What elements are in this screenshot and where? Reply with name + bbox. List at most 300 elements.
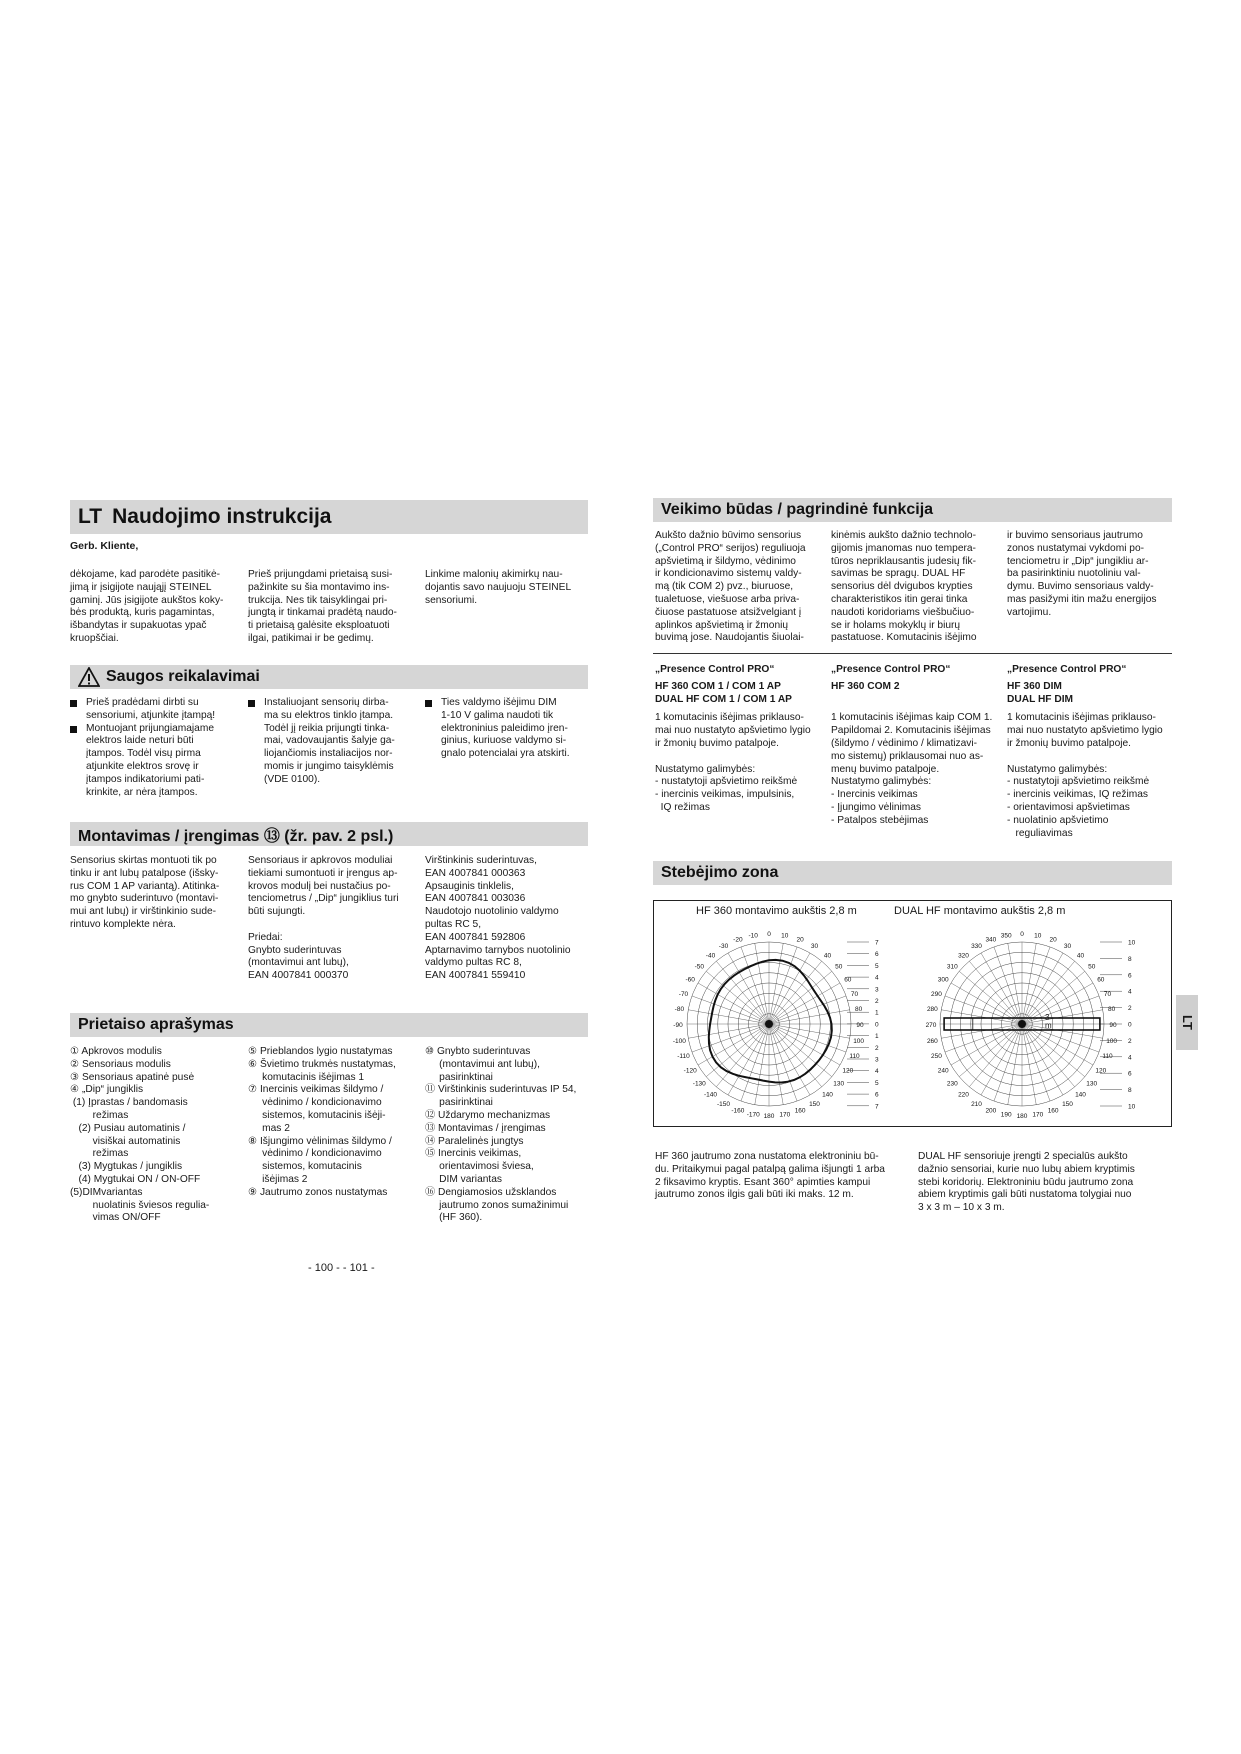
desc-title: Prietaiso aprašymas [78, 1016, 234, 1033]
mount-col-3 [425, 855, 600, 983]
mount-col-3-line: EAN 4007841 559410 [425, 970, 526, 982]
fig-left-label: HF 360 montavimo aukštis 2,8 m [696, 905, 857, 917]
angle-label: 90 [1109, 1022, 1117, 1029]
variant-line: - orientavimosi apšvietimas [1007, 801, 1130, 813]
radius-label: 0 [875, 1021, 879, 1029]
desc-col-1-line: vimas ON/OFF [70, 1212, 161, 1224]
variant-line: - nuolatinio apšvietimo [1007, 814, 1109, 826]
angle-label: 140 [1075, 1091, 1086, 1099]
func-col-2-line: savimas be spragų. DUAL HF [831, 568, 966, 580]
variant-model: HF 360 DIM [1007, 680, 1062, 692]
intro-col-2-line: Prieš prijungdami prietaisą susi- [248, 569, 393, 580]
func-col-1-line: tualetuose, viešuose arba priva- [655, 593, 800, 605]
caption-right-line: stebi koridorių. Elektroniniu būdu jautrumo zona [918, 1176, 1134, 1188]
variant-col-1 [655, 664, 825, 815]
angle-label: -130 [692, 1080, 706, 1088]
angle-label: 190 [1000, 1111, 1012, 1119]
func-col-2-line: gijomis įmanomas nuo tempera- [831, 542, 976, 554]
desc-col-2-line: ⑤ Prieblandos lygio nustatymas [248, 1046, 393, 1057]
safety-line: Ties valdymo išėjimu DIM [441, 697, 557, 708]
angle-label: -150 [716, 1100, 731, 1108]
func-col-3-line: mas pasižymi itin mažu energijos [1007, 593, 1157, 605]
desc-col-1 [70, 1046, 245, 1225]
mount-title: Montavimas / įrengimas ⑬ (žr. pav. 2 psl.) [78, 827, 394, 845]
angle-label: -30 [718, 943, 729, 951]
desc-col-2-line: ⑥ Švietimo trukmės nustatymas, [248, 1058, 396, 1070]
angle-label: 100 [853, 1037, 865, 1045]
radius-label: 1 [875, 1009, 879, 1017]
safety-col-3 [425, 697, 600, 761]
desc-col-1-line: ② Sensoriaus modulis [70, 1058, 171, 1070]
desc-col-3 [425, 1046, 600, 1225]
desc-col-3-line: pasirinktinai [425, 1097, 493, 1109]
func-col-2-line: tūros nepriklausantis judesių fik- [831, 555, 976, 567]
safety-line: ma su elektros tinklo įtampa. [264, 709, 394, 721]
variant-line: Papildomai 2. Komutacinis išėjimas [831, 725, 991, 737]
safety-line: Instaliuojant sensorių dirba- [264, 697, 389, 708]
variant-line [1007, 751, 1177, 764]
desc-col-2-line: ⑧ Išjungimo vėlinimas šildymo / [248, 1135, 392, 1147]
angle-label: 10 [781, 932, 789, 940]
intro-col-1-line: gaminį. Jūs įsigijote aukštos koky- [70, 594, 224, 606]
radius-label: 10 [1128, 939, 1136, 947]
mount-col-1-line: rintuvo komplekte nėra. [70, 918, 176, 930]
language-side-tab [1176, 995, 1198, 1050]
desc-col-1-line: (2) Pusiau automatinis / [70, 1122, 186, 1134]
intro-col-1-line: dėkojame, kad parodėte pasitikė- [70, 569, 221, 580]
radius-label: 5 [875, 1079, 879, 1087]
safety-line: atjunkite elektros srovę ir [86, 760, 199, 772]
variant-line: 1 komutacinis išėjimas kaip COM 1. [831, 712, 993, 724]
intro-col-3-line: dojantis savo naujuoju STEINEL [425, 581, 572, 593]
mount-col-2-line [248, 919, 423, 932]
desc-col-3-line: pasirinktinai [425, 1071, 493, 1083]
desc-col-3-line: (montavimui ant lubų), [425, 1058, 540, 1070]
radius-label: 2 [875, 998, 879, 1005]
intro-col-3 [425, 569, 595, 607]
intro-col-1-line: jimą ir įsigijote naująjį STEINEL [70, 581, 212, 593]
desc-col-3-line: (HF 360). [425, 1212, 483, 1224]
func-col-3-line: zonos nustatymai vykdomi po- [1007, 542, 1145, 554]
desc-col-2-line: komutacinis išėjimas 1 [248, 1071, 365, 1083]
angle-label: -40 [705, 952, 716, 960]
radius-label: 7 [875, 1103, 879, 1111]
angle-label: -140 [703, 1091, 718, 1099]
variant-line: - inercinis veikimas, IQ režimas [1007, 789, 1148, 801]
angle-label: -120 [683, 1067, 697, 1075]
angle-label: 80 [855, 1006, 863, 1014]
radius-label: 8 [1128, 1087, 1132, 1095]
variant-line: - Patalpos stebėjimas [831, 814, 929, 826]
intro-col-1 [70, 569, 240, 646]
desc-col-3-line: ⑯ Dengiamosios užsklandos [425, 1186, 557, 1198]
desc-col-3-line: DIM variantas [425, 1173, 502, 1185]
radius-label: 0 [1128, 1021, 1132, 1029]
angle-label: 230 [946, 1080, 958, 1088]
angle-label: -90 [673, 1022, 683, 1029]
angle-label: 110 [849, 1053, 860, 1061]
fig-right-label: DUAL HF montavimo aukštis 2,8 m [894, 905, 1066, 917]
desc-col-1-line: režimas [70, 1148, 129, 1160]
variant-line: ir žmonių buvimo patalpoje. [655, 737, 780, 749]
mount-col-2-line: Gnybto suderintuvas [248, 944, 342, 956]
radius-label: 10 [1128, 1103, 1136, 1111]
angle-label: 40 [1076, 952, 1085, 960]
greeting: Gerb. Kliente, [70, 540, 139, 552]
angle-label: 260 [926, 1037, 938, 1045]
angle-label: 110 [1102, 1053, 1113, 1061]
zone-title: Stebėjimo zona [661, 864, 779, 881]
desc-col-3-line: orientavimosi šviesa, [425, 1161, 534, 1173]
intro-col-3-line: Linkime malonių akimirkų nau- [425, 569, 563, 580]
caption-left-line: du. Pritaikymui pagal patalpą galima išjungti 1 arba [655, 1163, 885, 1175]
angle-label: -50 [694, 963, 704, 971]
angle-label: 200 [985, 1107, 997, 1115]
caption-right [918, 1151, 1168, 1215]
desc-col-2 [248, 1046, 423, 1200]
safety-bullet [425, 697, 600, 761]
angle-label: 320 [958, 952, 969, 960]
intro-col-2 [248, 569, 418, 646]
angle-label: 0 [1020, 931, 1024, 938]
variant-line: - Įjungimo vėlinimas [831, 801, 922, 813]
angle-label: 170 [779, 1111, 791, 1119]
radius-label: 7 [875, 939, 879, 947]
angle-label: 170 [1032, 1111, 1044, 1119]
variant-col-3 [1007, 664, 1177, 840]
desc-col-1-line: (1) Įprastas / bandomasis [70, 1097, 188, 1109]
safety-title-bar [70, 665, 588, 689]
desc-col-1-line: režimas [70, 1109, 129, 1121]
variant-line: Nustatymo galimybės: [655, 763, 756, 775]
radius-label: 2 [1128, 1005, 1132, 1013]
caption-left-line: jautrumo zonos ilgis gali būti iki maks. 12 m. [655, 1189, 854, 1201]
mount-col-2-line: Priedai: [248, 931, 283, 943]
angle-label: -170 [746, 1111, 760, 1119]
safety-line: įtampos. Todėl visų pirma [86, 748, 201, 760]
desc-col-2-line: išėjimas 2 [248, 1173, 308, 1185]
desc-col-3-line: jautrumo zonos sumažinimui [425, 1199, 569, 1211]
desc-col-1-line: ① Apkrovos modulis [70, 1046, 162, 1057]
page-title: Naudojimo instrukcija [112, 505, 332, 528]
variant-line: Nustatymo galimybės: [831, 776, 932, 788]
desc-col-3-line: ⑬ Montavimas / įrengimas [425, 1122, 546, 1134]
func-col-1-line: („Control PRO“ serijos) reguliuoja [655, 542, 806, 554]
variant-line: IQ režimas [655, 801, 710, 813]
zone-title-bar [653, 861, 1172, 885]
func-col-1-line: aplinkos apšvietimą ir žmonių [655, 619, 789, 631]
safety-line: gnalo potencialai yra atskirti. [441, 748, 570, 760]
mount-col-2-line: EAN 4007841 000370 [248, 970, 349, 982]
desc-col-2-line: sistemos, komutacinis išėji- [248, 1109, 386, 1121]
variant-model: DUAL HF COM 1 / COM 1 AP [655, 693, 792, 705]
radius-label: 5 [875, 962, 879, 970]
variant-model: HF 360 COM 1 / COM 1 AP [655, 680, 781, 692]
mount-col-2-line: krovos modulį bei nustačius po- [248, 880, 391, 892]
language-code: LT [78, 505, 103, 528]
mount-col-3-line: pultas RC 5, [425, 918, 482, 930]
variant-model: HF 360 COM 2 [831, 680, 900, 692]
safety-col-1 [70, 697, 245, 799]
polar-diagram-dual-hf [912, 921, 1172, 1126]
radius-label: 4 [875, 974, 879, 982]
angle-label: 280 [926, 1006, 938, 1014]
mount-col-3-line: Virštinkinis suderintuvas, [425, 855, 537, 866]
angle-label: 60 [1097, 976, 1105, 984]
desc-col-1-line: (5)DIMvariantas [70, 1186, 143, 1198]
intro-col-2-line: trukcija. Nes tik taisyklingai pri- [248, 594, 388, 606]
desc-col-3-line: ⑪ Virštinkinis suderintuvas IP 54, [425, 1084, 577, 1096]
mount-col-2-line: tiekiami sumontuoti ir įrengus ap- [248, 867, 398, 879]
desc-col-2-line: ⑨ Jautrumo zonos nustatymas [248, 1186, 388, 1198]
func-col-2 [831, 530, 1001, 645]
variant-line: - nustatytoji apšvietimo reikšmė [1007, 776, 1150, 788]
radius-label: 4 [1128, 1054, 1132, 1062]
mount-col-1-line: Sensorius skirtas montuoti tik po [70, 855, 217, 866]
safety-line: ginius, kuriuose valdymo si- [441, 735, 567, 747]
angle-label: -110 [677, 1053, 690, 1061]
safety-line: sensoriumi, atjunkite įtampą! [86, 709, 216, 721]
angle-label: 10 [1034, 932, 1042, 940]
mount-col-3-line: EAN 4007841 003036 [425, 893, 526, 905]
radius-label: 8 [1128, 955, 1132, 963]
angle-label: 300 [937, 976, 949, 984]
variant-line: 1 komutacinis išėjimas priklauso- [655, 712, 804, 724]
radius-label: 6 [1128, 972, 1132, 980]
angle-label: 0 [767, 931, 771, 938]
angle-label: 90 [856, 1022, 864, 1029]
angle-label: 70 [850, 990, 859, 998]
zone-figure [653, 900, 1172, 1127]
radius-label: 6 [875, 951, 879, 959]
safety-line: įtampos indikatoriumi pati- [86, 773, 205, 785]
angle-label: 30 [1063, 943, 1072, 951]
radius-label: 2 [875, 1044, 879, 1052]
func-col-2-line: kinėmis aukšto dažnio technolo- [831, 530, 976, 541]
radius-label: 2 [1128, 1037, 1132, 1045]
desc-col-1-line: (3) Mygtukas / jungiklis [70, 1161, 183, 1173]
variant-line: reguliavimas [1007, 827, 1073, 839]
mount-col-3-line: Apsauginis tinklelis, [425, 880, 514, 892]
mount-col-3-line: EAN 4007841 592806 [425, 931, 526, 943]
angle-label: 120 [1095, 1067, 1107, 1075]
angle-label: -20 [733, 936, 743, 944]
mount-col-1 [70, 855, 245, 932]
safety-line: Montuojant prijungiamajame [86, 722, 214, 734]
desc-col-1-line: ③ Sensoriaus apatinė pusė [70, 1071, 195, 1083]
variant-model: DUAL HF DIM [1007, 693, 1074, 705]
mount-col-1-line: mo gnybto suderintuvo (montavi- [70, 893, 219, 905]
sensor-center [1018, 1020, 1026, 1028]
variant-line: (šildymo / vėdinimo / klimatizavi- [831, 737, 978, 749]
angle-label: -60 [685, 976, 695, 984]
func-col-3-line: ba pasirinktiniu nuotoliniu val- [1007, 568, 1141, 580]
safety-bullet [70, 697, 245, 723]
caption-right-line: 3 x 3 m – 10 x 3 m. [918, 1202, 1005, 1214]
variant-line: mai nuo nustatyto apšvietimo lygio [655, 725, 811, 737]
intro-col-2-line: pažinkite su šia montavimo ins- [248, 581, 390, 593]
safety-line: Prieš pradėdami dirbti su [86, 697, 199, 708]
variant-series: „Presence Control PRO“ [1007, 664, 1127, 675]
angle-label: 40 [823, 952, 832, 960]
page-numbers: - 100 - - 101 - [308, 1262, 375, 1274]
caption-right-line: DUAL HF sensoriuje įrengti 2 specialūs aukšto [918, 1151, 1128, 1162]
angle-label: 60 [844, 976, 852, 984]
desc-col-3-line: ⑭ Paralelinės jungtys [425, 1135, 524, 1147]
func-col-1 [655, 530, 825, 645]
angle-label: 160 [1047, 1107, 1059, 1115]
desc-col-3-line: ⑩ Gnybto suderintuvas [425, 1046, 531, 1057]
angle-label: 270 [925, 1022, 937, 1029]
angle-label: 160 [794, 1107, 806, 1115]
angle-label: 50 [1088, 963, 1096, 971]
intro-col-1-line: kruopščiai. [70, 632, 119, 644]
caption-right-line: dažnio sensoriai, kurie nuo lubų abiem kryptimis [918, 1163, 1135, 1175]
angle-label: 130 [1086, 1080, 1098, 1088]
variant-line: ir žmonių buvimo patalpoje. [1007, 737, 1132, 749]
func-title: Veikimo būdas / pagrindinė funkcija [661, 501, 934, 518]
mount-col-1-line: mui ant lubų) ir virštinkinio sude- [70, 906, 217, 918]
angle-label: 340 [985, 936, 997, 944]
radius-label: 1 [875, 1033, 879, 1041]
func-col-1-line: Aukšto dažnio būvimo sensorius [655, 530, 802, 541]
safety-line: elektros laide neturi būti [86, 735, 194, 747]
safety-line: krinkite, ar nėra įtampos. [86, 786, 198, 798]
mount-col-2-line: tenciometrus / „Dip“ jungiklius turi [248, 893, 399, 905]
desc-col-2-line: vėdinimo / kondicionavimo [248, 1097, 382, 1109]
angle-label: 100 [1106, 1037, 1118, 1045]
section-divider [653, 653, 1172, 654]
left-title-bar [70, 500, 588, 534]
desc-col-1-line: nuolatinis šviesos regulia- [70, 1199, 210, 1211]
angle-label: 240 [937, 1067, 949, 1075]
func-col-1-line: čiuose pastatuose atsižvelgiant į [655, 606, 802, 618]
variant-series: „Presence Control PRO“ [831, 664, 951, 675]
desc-col-3-line: ⑮ Inercinis veikimas, [425, 1148, 522, 1160]
caption-left [655, 1151, 905, 1202]
func-title-bar [653, 498, 1172, 522]
angle-label: 120 [842, 1067, 854, 1075]
desc-col-2-line: ⑦ Inercinis veikimas šildymo / [248, 1084, 384, 1096]
variant-line [655, 751, 825, 764]
func-col-3-line: tenciometru ir „Dip“ jungikliu ar- [1007, 555, 1149, 567]
func-col-3 [1007, 530, 1177, 620]
angle-label: 150 [809, 1100, 820, 1108]
func-col-2-line: naudoti koridoriams viešbučiuo- [831, 606, 975, 618]
func-col-3-line: ir buvimo sensoriaus jautrumo [1007, 530, 1143, 541]
angle-label: 290 [931, 990, 942, 998]
intro-col-2-line: ti prietaisą galėsite eksploatuoti [248, 620, 390, 632]
mount-col-2-line: būti sujungti. [248, 906, 306, 918]
radius-label: 6 [875, 1091, 879, 1099]
variant-line: 1 komutacinis išėjimas priklauso- [1007, 712, 1156, 724]
desc-col-2-line: vėdinimo / kondicionavimo [248, 1148, 382, 1160]
variant-line: mo sistemų) priklausomai nuo as- [831, 750, 984, 762]
safety-title: Saugos reikalavimai [106, 668, 260, 685]
angle-label: 330 [971, 943, 982, 951]
variant-line: - inercinis veikimas, impulsinis, [655, 789, 795, 801]
radius-label: 4 [1128, 988, 1132, 996]
func-col-3-line: vartojimu. [1007, 606, 1052, 618]
mount-col-3-line: EAN 4007841 000363 [425, 867, 526, 879]
polar-diagram-hf360 [654, 921, 914, 1126]
intro-col-2-line: jungtą ir tinkamai pradėtą naudo- [248, 607, 397, 619]
variant-line: menų buvimo patalpoje. [831, 763, 940, 775]
angle-label: 50 [835, 963, 843, 971]
angle-label: 140 [822, 1091, 833, 1099]
safety-bullet [70, 723, 245, 800]
func-col-1-line: apšvietimą ir šildymo, vėdinimo [655, 555, 796, 567]
desc-col-2-line: mas 2 [248, 1122, 290, 1134]
angle-label: 150 [1062, 1100, 1073, 1108]
rect-label-a: 3 [1045, 1013, 1050, 1022]
desc-col-1-line: ④ „Dip“ jungiklis [70, 1084, 144, 1096]
safety-line: liojančiomis instaliacijos nor- [264, 748, 393, 760]
angle-label: 210 [971, 1100, 982, 1108]
mount-col-2 [248, 855, 423, 983]
mount-col-1-line: rus COM 1 AP variantą). Atitinka- [70, 880, 220, 892]
angle-label: 80 [1108, 1006, 1116, 1014]
mount-col-3-line: Aptarnavimo tarnybos nuotolinio [425, 944, 571, 956]
angle-label: 70 [1103, 990, 1112, 998]
angle-label: 30 [810, 943, 819, 951]
radius-label: 4 [875, 1068, 879, 1076]
intro-col-1-line: išbandytas ir supakuotas ypač [70, 620, 207, 632]
mount-title-bar [70, 822, 588, 846]
side-tab-label: LT [1179, 1015, 1195, 1030]
mount-col-3-line: Naudotojo nuotolinio valdymo [425, 906, 559, 918]
safety-bullet [248, 697, 423, 787]
func-col-1-line: mą (tik COM 2) pvz., biuruose, [655, 581, 794, 593]
desc-col-2-line: sistemos, komutacinis [248, 1161, 362, 1173]
angle-label: 310 [946, 963, 958, 971]
mount-col-3-line: valdymo pultas RC 8, [425, 957, 522, 969]
intro-col-1-line: bės produktą, kuris pagamintas, [70, 607, 215, 619]
func-col-2-line: charakteristikos itin gerai tinka [831, 593, 968, 605]
caption-left-line: HF 360 jautrumo zona nustatoma elektroniniu bū- [655, 1151, 879, 1162]
radius-label: 6 [1128, 1070, 1132, 1078]
angle-label: 250 [931, 1053, 942, 1061]
mount-col-1-line: tinku ir ant lubų patalpose (išsky- [70, 867, 219, 879]
angle-label: 20 [1049, 936, 1057, 944]
variant-line: - nustatytoji apšvietimo reikšmė [655, 776, 798, 788]
safety-line: momis ir jungimo taisyklėmis [264, 760, 394, 772]
desc-col-3-line: ⑫ Uždarymo mechanizmas [425, 1109, 551, 1121]
angle-label: -10 [748, 932, 758, 940]
angle-label: 350 [1000, 932, 1012, 940]
mount-col-2-line: Sensoriaus ir apkrovos moduliai [248, 855, 393, 866]
angle-label: -70 [678, 990, 689, 998]
func-col-2-line: sensorius dėl dvigubos krypties [831, 581, 973, 593]
angle-label: 130 [833, 1080, 845, 1088]
desc-title-bar [70, 1013, 588, 1037]
variant-line: - Inercinis veikimas [831, 789, 918, 801]
safety-line: elektroninius paleidimo įren- [441, 722, 568, 734]
safety-col-2 [248, 697, 423, 787]
variant-series: „Presence Control PRO“ [655, 664, 775, 675]
desc-col-1-line: visiškai automatinis [70, 1135, 181, 1147]
desc-col-1-line: (4) Mygtukai ON / ON-OFF [70, 1173, 201, 1185]
caption-left-line: 2 fiksavimo kryptis. Esant 360° apimties kampui [655, 1176, 871, 1188]
safety-line: Todėl jį reikia prijungti tinka- [264, 722, 390, 734]
angle-label: -100 [672, 1037, 686, 1045]
variant-line: Nustatymo galimybės: [1007, 763, 1108, 775]
intro-col-2-line: ilgai, patikimai ir be gedimų. [248, 632, 374, 644]
radius-label: 3 [875, 986, 879, 994]
warning-icon [78, 667, 100, 687]
angle-label: -160 [731, 1107, 745, 1115]
caption-right-line: abiem kryptimis gali būti nustatoma tolygiai nuo [918, 1189, 1132, 1201]
